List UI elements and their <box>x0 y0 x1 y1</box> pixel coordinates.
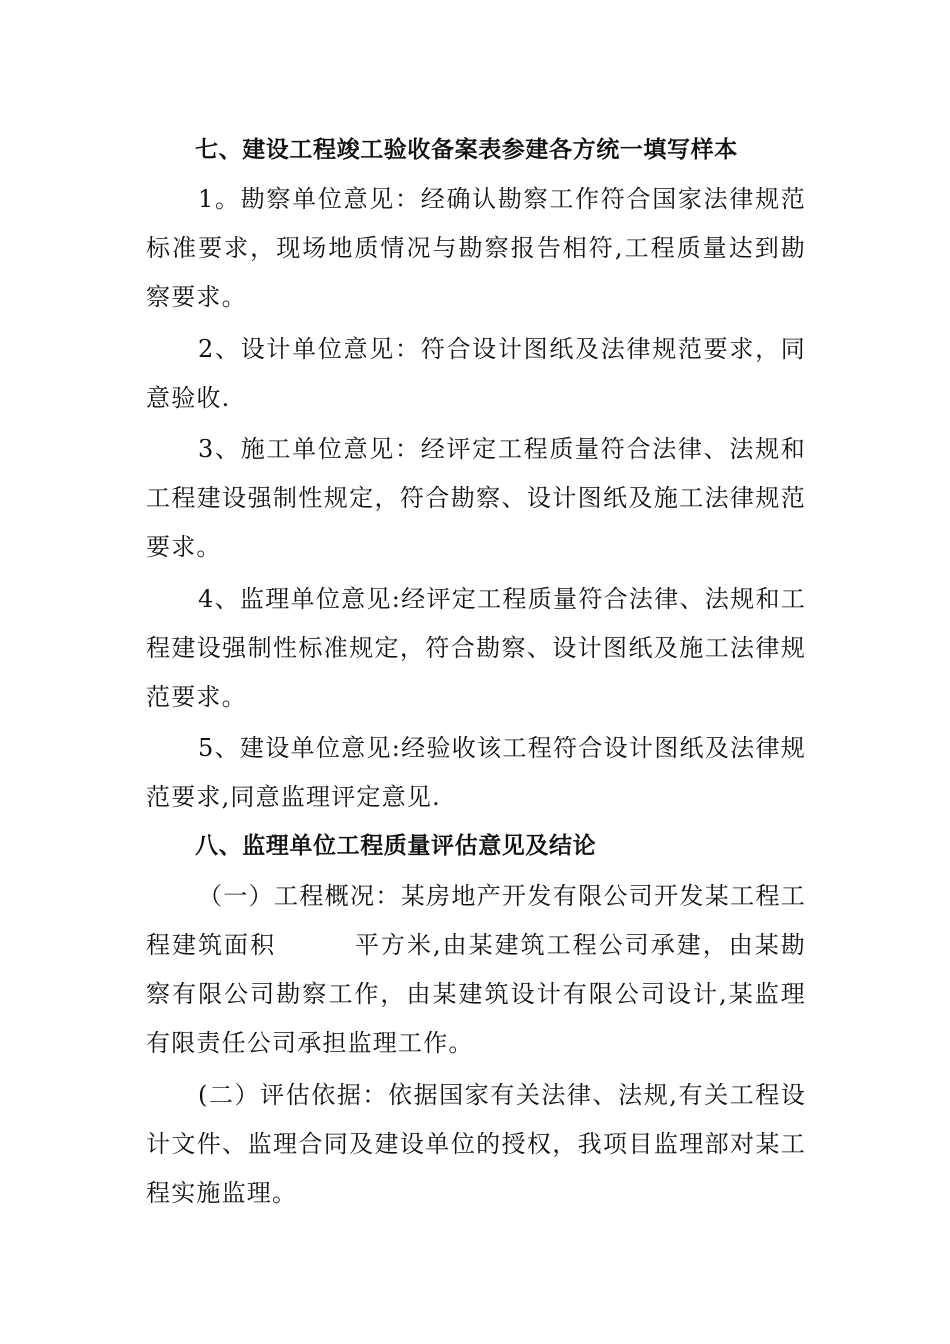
opinion-construction-unit: 3、施工单位意见：经评定工程质量符合法律、法规和工程建设强制性规定，符合勘察、设计图纸及施工法律规范要求。 <box>146 435 806 561</box>
project-overview-text-after-blank: 平方米,由某建筑工程公司承建，由某勘察有限公司勘察工作，由某建筑设计有限公司设计,某监理有限责任公司承担监理工作。 <box>146 931 807 1057</box>
opinion-owner-unit: 5、建设单位意见:经验收该工程符合设计图纸及法律规范要求,同意监理评定意见. <box>146 734 806 811</box>
opinion-supervision-unit: 4、监理单位意见:经评定工程质量符合法律、法规和工程建设强制性标准规定，符合勘察、设计图纸及施工法律规范要求。 <box>146 585 806 711</box>
opinion-design-unit: 2、设计单位意见：符合设计图纸及法律规范要求，同意验收. <box>146 335 806 412</box>
opinion-survey-unit: 1。勘察单位意见：经确认勘察工作符合国家法律规范标准要求，现场地质情况与勘察报告相符,工程质量达到勘察要求。 <box>146 185 806 311</box>
section-8-heading: 八、监理单位工程质量评估意见及结论 <box>195 833 597 859</box>
section-7-heading: 七、建设工程竣工验收备案表参建各方统一填写样本 <box>195 137 738 163</box>
evaluation-basis-paragraph: (二）评估依据：依据国家有关法律、法规,有关工程设计文件、监理合同及建设单位的授权，我项目监理部对某工程实施监理。 <box>146 1081 806 1207</box>
project-overview-text-before-blank: （一）工程概况：某房地产开发有限公司开发某工程工程建筑面积 <box>146 882 806 959</box>
project-overview-paragraph <box>146 872 806 1068</box>
